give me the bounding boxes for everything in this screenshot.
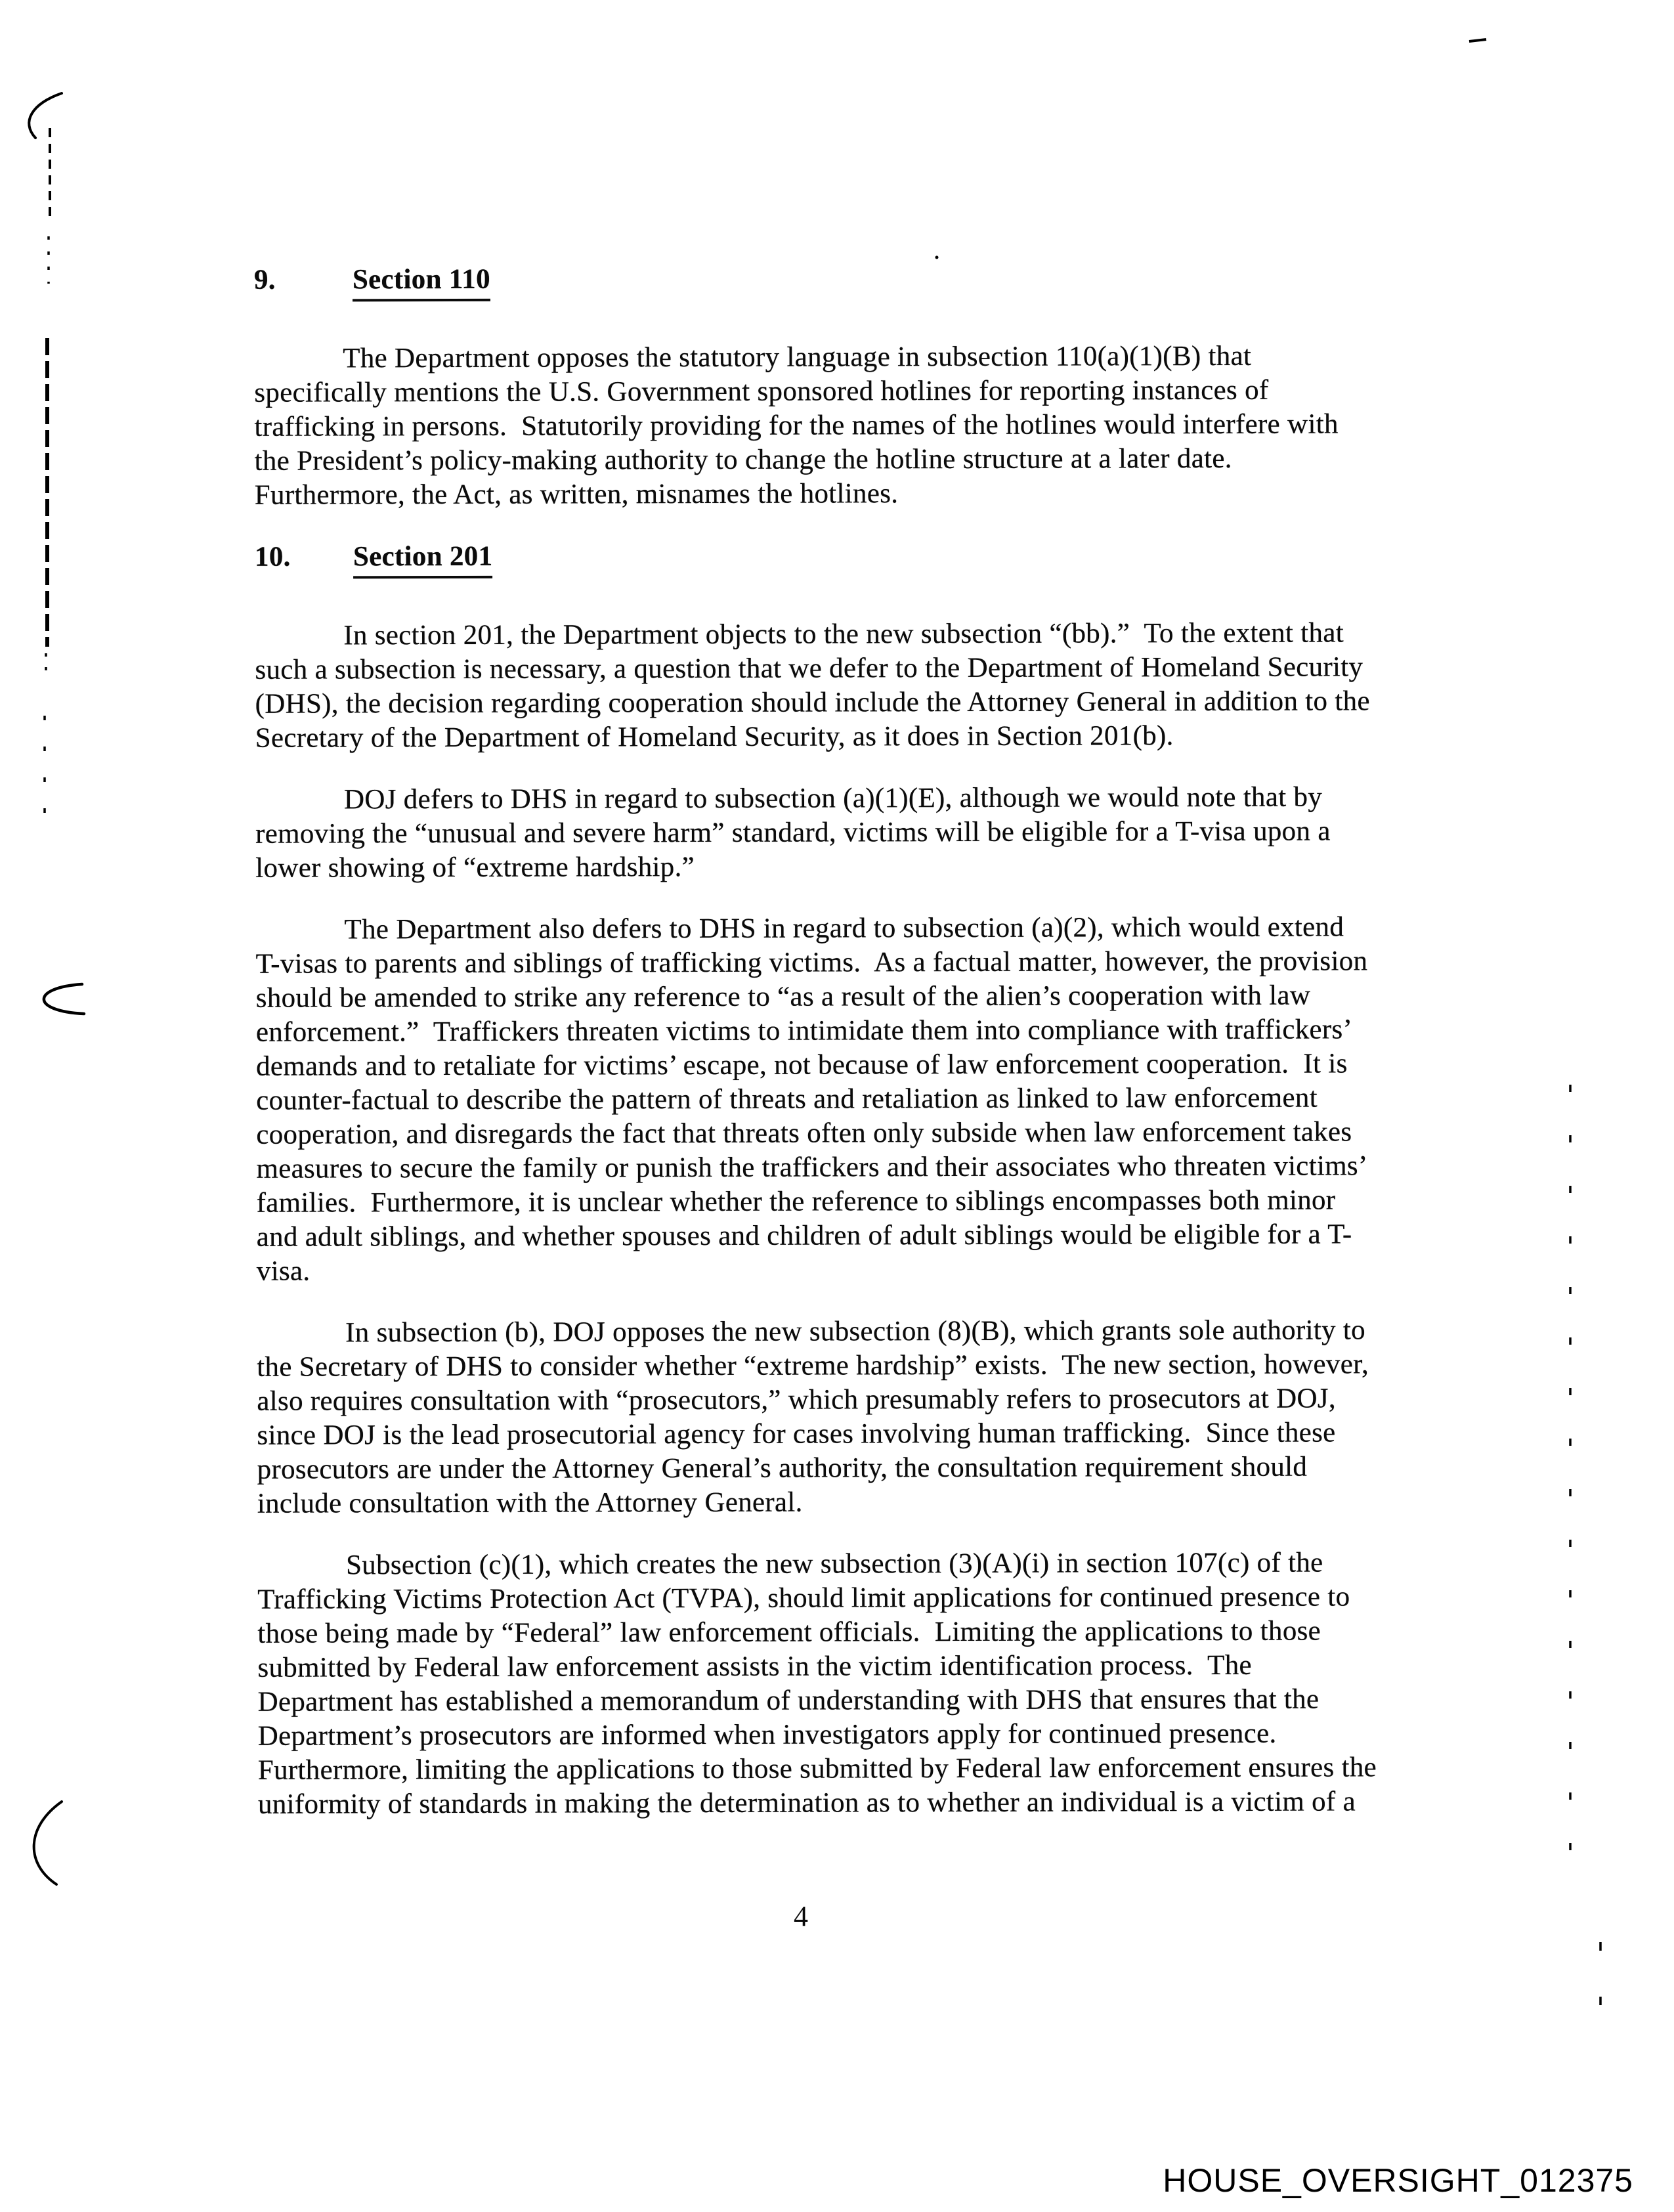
section-10-paragraph-5: Subsection (c)(1), which creates the new subsection (3)(A)(i) in section 107(c) of the Trafficking Victims Protection Act (TVPA), should limit applications for continued presence to those being made by “Federal” law enforcement officials. Limiting the applications to those submitted by Federal law enforcement assists in the victim identification process. The Department has established a memorandum of understanding with DHS that ensures that the Department’s prosecutors are informed when investigators apply for continued presence. Furthermore, limiting the applications to those submitted by Federal law enforcement ensures the uniformity of standards in making the determination as to whether an individual is a victim of a <box>257 1547 1377 1820</box>
document-body <box>254 259 1650 1850</box>
scan-artifact-mid-left-curve <box>44 984 84 1014</box>
section-9-title: Section 110 <box>353 263 490 302</box>
section-9 <box>254 259 1646 513</box>
section-10 <box>255 536 1650 1822</box>
scan-artifact-top-right-dash <box>1469 39 1486 41</box>
page-number: 4 <box>794 1900 808 1932</box>
section-10-paragraph-4: In subsection (b), DOJ opposes the new subsection (8)(B), which grants sole authority to the Secretary of DHS to consider whether “extreme hardship” exists. The new section, however, also requires consultation with “prosecutors,” which presumably refers to prosecutors at DOJ, since DOJ is the lead prosecutorial agency for cases involving human trafficking. Since these prosecutors are under the Attorney General’s authority, the consultation requirement should include consultation with the Attorney General. <box>257 1314 1369 1519</box>
bates-number: HOUSE_OVERSIGHT_012375 <box>1163 2162 1633 2199</box>
scan-artifact-bottom-left-paren <box>34 1802 62 1884</box>
section-10-heading-row <box>255 536 1646 578</box>
section-9-paragraph-1: The Department opposes the statutory language in subsection 110(a)(1)(B) that specifically mentions the U.S. Government sponsored hotlines for reporting instances of trafficking in persons. Statutorily providing for the names of the hotlines would interfere with the President’s policy-making authority to change the hotline structure at a later date. Furthermore, the Act, as written, misnames the hotlines. <box>254 340 1339 511</box>
section-10-paragraph-1: In section 201, the Department objects to the new subsection “(bb).” To the extent that such a subsection is necessary, a question that we defer to the Department of Homeland Security (DHS), the decision regarding cooperation should include the Attorney General in addition to the Secretary of the Department of Homeland Security, as it does in Section 201(b). <box>255 617 1370 754</box>
section-10-paragraph-3: The Department also defers to DHS in regard to subsection (a)(2), which would extend T-visas to parents and siblings of trafficking victims. As a factual matter, however, the provision should be amended to strike any reference to “as a result of the alien’s cooperation with law enforcement.” Traffickers threaten victims to intimidate them into compliance with traffickers’ demands and to retaliate for victims’ escape, not because of law enforcement cooperation. It is counter-factual to describe the pattern of threats and retaliation as linked to law enforcement cooperation, and disregards the fact that threats often only subside when law enforcement takes measures to secure the family or punish the traffickers and their associates who threaten victims’ families. Furthermore, it is unclear whether the reference to siblings encompasses both minor and adult siblings, and whether spouses and children of adult siblings would be eligible for a T- visa. <box>255 911 1368 1287</box>
section-9-number: 9. <box>253 264 276 295</box>
section-9-heading-row <box>254 259 1646 301</box>
section-10-number: 10. <box>254 541 291 573</box>
section-10-title: Section 201 <box>353 540 492 579</box>
scan-artifact-speck <box>935 256 939 259</box>
scan-artifact-top-left-paren <box>29 93 62 138</box>
section-10-paragraph-2: DOJ defers to DHS in regard to subsection (a)(1)(E), although we would note that by removing the “unusual and severe harm” standard, victims will be eligible for a T-visa upon a lower showing of “extreme hardship.” <box>255 781 1331 884</box>
